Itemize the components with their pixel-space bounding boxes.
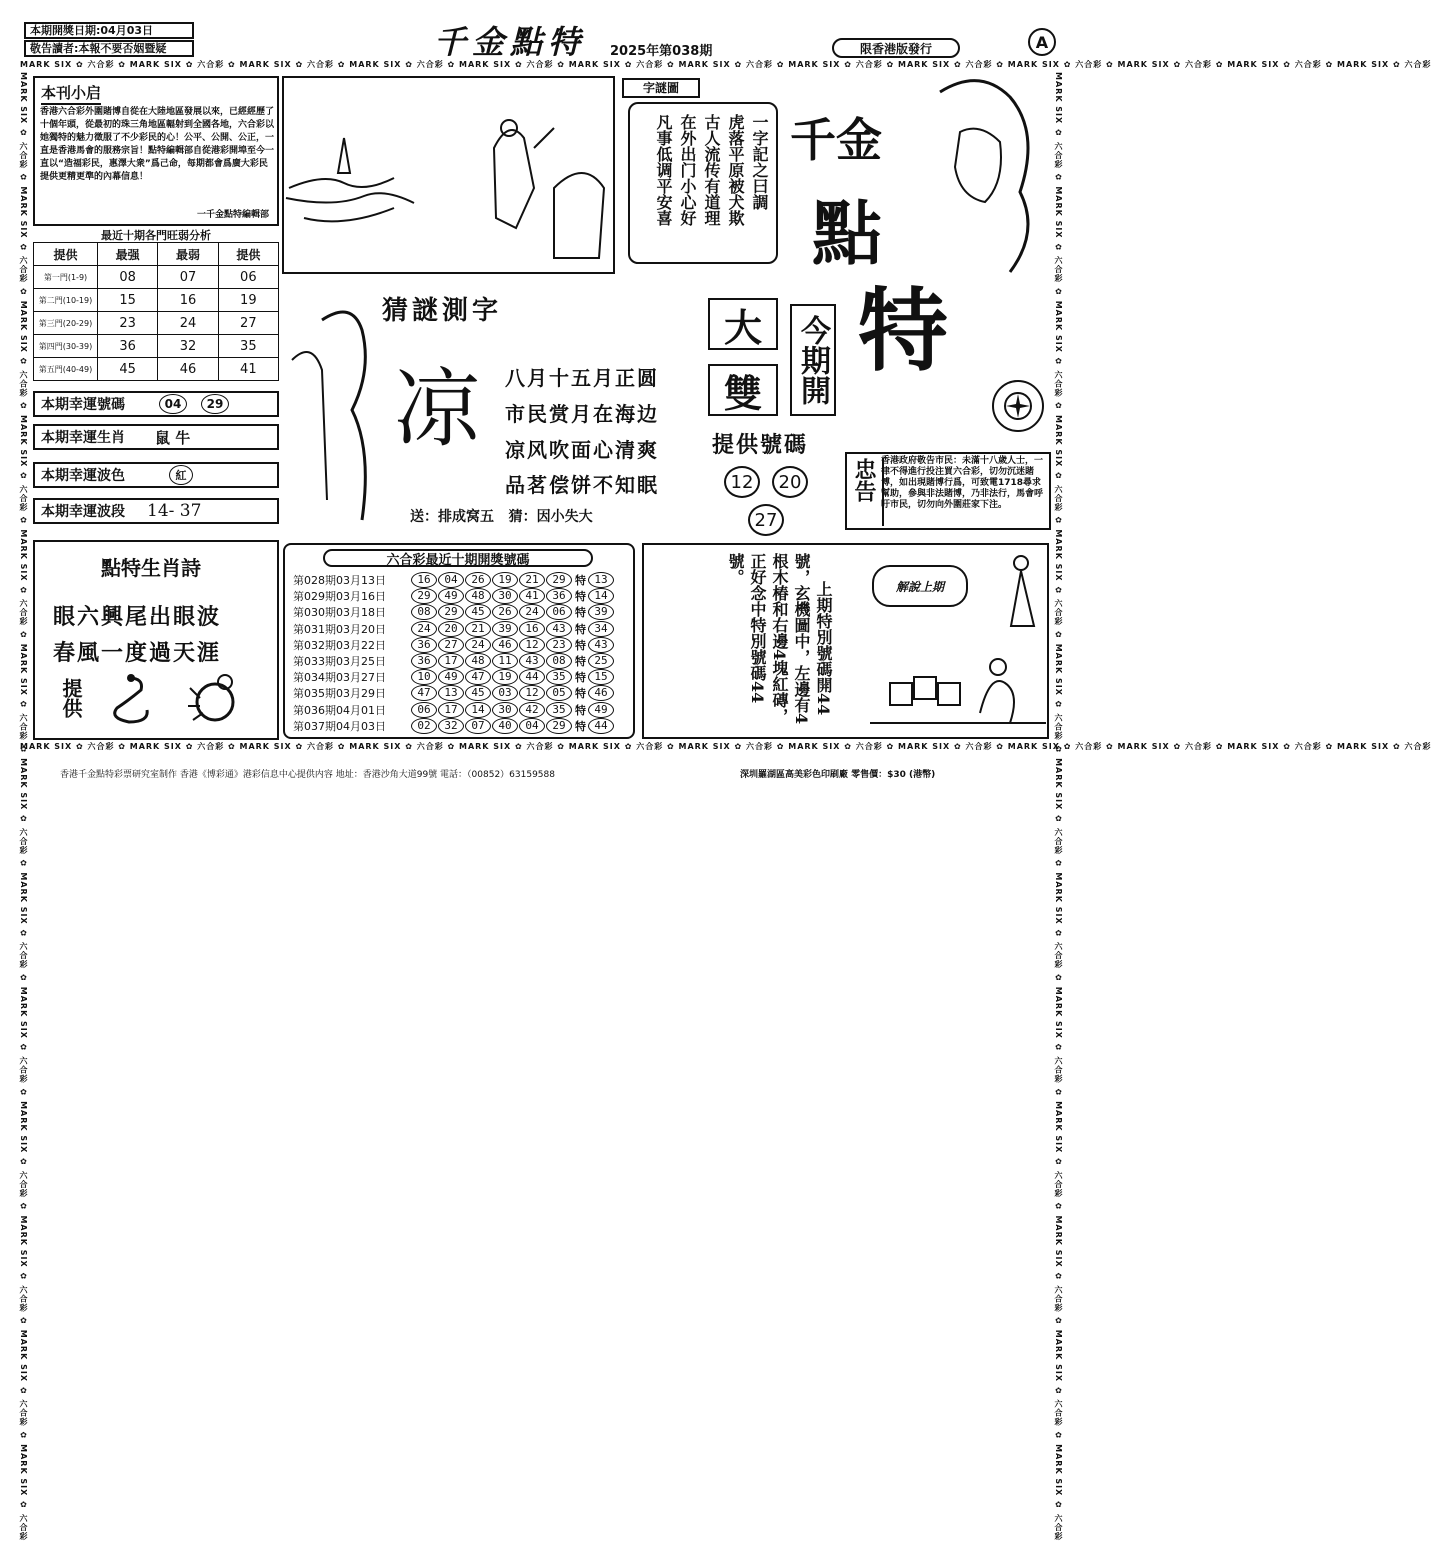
draw-ball: 29 <box>546 718 572 734</box>
stats-cell: 16 <box>158 289 218 312</box>
riddle-line-1: 一字記之曰調 <box>750 114 769 210</box>
draw-ball: 06 <box>546 604 572 620</box>
draw-row <box>293 718 615 734</box>
draw-ball: 08 <box>411 604 437 620</box>
draw-te-label: 特 <box>575 655 586 668</box>
stats-row <box>34 358 279 381</box>
stats-header-cell: 最强 <box>98 243 158 266</box>
draw-row <box>293 702 615 718</box>
woman-portrait-left <box>282 300 392 525</box>
lucky-zodiac-value: 鼠 牛 <box>155 428 191 447</box>
draw-special-ball: 15 <box>588 669 614 685</box>
zodiac-poem-provide: 提供 <box>59 678 83 718</box>
footer-right: 深圳羅湖區高美彩色印刷廠 零售價：$30 (港幣) <box>740 770 936 780</box>
draw-ball: 20 <box>438 621 464 637</box>
intro-body: 香港六合彩外圍賭博自從在大陸地區發展以來，已經經歷了十個年頭，從最初的珠三角地區輻射到全國各地，六合彩以她獨特的魅力徵服了不少彩民的心！公平、公開、公正，一直是香港馬會的服務宗旨！點特編輯部自從港彩開埠至今一直以“造福彩民，惠澤大衆”爲己命，每期都會爲廣大彩民提供更精更準的內幕信息！ <box>40 107 275 182</box>
riddle-line-5: 凡事低调平安喜 <box>654 114 673 226</box>
draw-ball: 24 <box>411 621 437 637</box>
draw-ball: 43 <box>519 653 545 669</box>
guess-poem-line-1: 八月十五月正圆 <box>505 366 659 390</box>
header-notice-2: 敬告讀者:本報不要否姻暨疑 <box>24 40 194 57</box>
draw-te-label: 特 <box>575 671 586 685</box>
draw-te-label: 特 <box>575 606 586 620</box>
draw-ball: 36 <box>411 653 437 669</box>
draw-row <box>293 572 615 588</box>
last-issue-col-5: 號。 <box>726 553 745 585</box>
draw-ball: 36 <box>411 637 437 653</box>
zodiac-poem-line-1: 眼六興尾出眼波 <box>53 604 222 630</box>
draw-ball: 32 <box>438 718 464 734</box>
stats-cell: 07 <box>158 266 218 289</box>
stats-cell: 45 <box>98 358 158 381</box>
draw-ball: 10 <box>411 669 437 685</box>
provide-number-3: 27 <box>748 504 784 536</box>
draw-row <box>293 653 615 669</box>
stats-cell: 06 <box>218 266 278 289</box>
stats-cell: 41 <box>218 358 278 381</box>
zodiac-poem-box <box>33 540 279 740</box>
hk-emblem <box>990 378 1046 434</box>
brand-qian-jin: 千金 <box>790 113 882 167</box>
provide-number-label: 提供號碼 <box>712 433 809 458</box>
draw-row <box>293 588 615 604</box>
draw-special-ball: 49 <box>588 702 614 718</box>
draw-ball: 04 <box>519 718 545 734</box>
draw-ball: 40 <box>492 718 518 734</box>
stats-header-cell: 提供 <box>218 243 278 266</box>
zodiac-poem-title: 點特生肖詩 <box>101 556 201 580</box>
border-strip-top: MARK SIX ✿ 六合彩 ✿ MARK SIX ✿ 六合彩 ✿ MARK SIX ✿ 六合彩 ✿ MARK SIX ✿ 六合彩 ✿ MARK SIX ✿ 六合彩 ✿ MARK SIX ✿ 六合彩 ✿ MARK SIX ✿ 六合彩 ✿ MARK SIX ✿ 六合彩 ✿ MARK SIX ✿ 六合彩 ✿ MARK SIX ✿ 六合彩 ✿ MARK SIX ✿ 六合彩 ✿ MARK SIX ✿ 六合彩 ✿ MARK SIX ✿ 六合彩 <box>20 60 1431 69</box>
draw-ball: 48 <box>465 653 491 669</box>
last-issue-col-1: 上期特別號碼開44 <box>814 581 833 716</box>
draw-te-label: 特 <box>575 687 586 701</box>
draw-ball: 30 <box>492 588 518 604</box>
draw-row <box>293 685 615 701</box>
intro-box <box>33 76 279 226</box>
draw-ball: 21 <box>465 621 491 637</box>
draw-ball: 46 <box>492 637 518 653</box>
last-issue-col-4: 正好念中特別號碼44 <box>748 553 767 704</box>
stats-row <box>34 266 279 289</box>
draw-ball: 36 <box>546 588 572 604</box>
draw-ball: 16 <box>411 572 437 588</box>
warning-text: 香港政府敬告市民：未滿十八歲人士，一律不得進行投注買六合彩，切勿沉迷賭博，如出現賭博行爲，可致電1718尋求幫助，參與非法賭博，乃非法行，馬會呼吁市民，切勿向外圍莊家下注。 <box>881 456 1044 510</box>
stats-cell: 46 <box>158 358 218 381</box>
intro-title: 本刊小启 <box>41 82 101 105</box>
lucky-range-value: 14- 37 <box>147 501 202 521</box>
last-issue-col-3: 根木椿和右邊4塊紅磚， <box>770 553 789 725</box>
lucky-number-box <box>33 391 279 417</box>
draw-te-label: 特 <box>575 703 586 717</box>
guess-poem-line-2: 市民赏月在海边 <box>505 402 659 426</box>
shuang-box: 雙 <box>708 364 778 416</box>
border-strip-right: MARK SIX ✿ 六合彩 ✿ MARK SIX ✿ 六合彩 ✿ MARK SIX ✿ 六合彩 ✿ MARK SIX ✿ 六合彩 ✿ MARK SIX ✿ 六合彩 ✿ MARK SIX ✿ 六合彩 ✿ MARK SIX ✿ 六合彩 ✿ MARK SIX ✿ 六合彩 ✿ MARK SIX ✿ 六合彩 ✿ MARK SIX ✿ 六合彩 ✿ MARK SIX ✿ 六合彩 ✿ MARK SIX ✿ 六合彩 ✿ MARK SIX ✿ 六合彩 <box>1054 72 1063 1541</box>
draw-ball: 19 <box>492 669 518 685</box>
da-box: 大 <box>708 298 778 350</box>
draw-ball: 29 <box>411 588 437 604</box>
stats-cell: 19 <box>218 289 278 312</box>
draw-ball: 47 <box>465 669 491 685</box>
draws-title: 六合彩最近十期開獎號碼 <box>323 549 593 567</box>
draw-special-ball: 46 <box>588 685 614 701</box>
last-issue-col-2: 號，玄機圖中，左邊有4 <box>792 553 811 725</box>
draw-ball: 02 <box>411 718 437 734</box>
draw-special-ball: 44 <box>588 718 614 734</box>
draw-period: 第030期03月18日 <box>293 606 386 620</box>
scholar-figure <box>996 551 1046 631</box>
stats-caption: 最近十期各門旺弱分析 <box>101 229 211 242</box>
riddle-line-4: 在外出门小心好 <box>678 114 697 226</box>
scene-illustration <box>870 613 1046 737</box>
lucky-color-label: 本期幸運波色 <box>41 468 125 484</box>
header-notice-1: 本期開獎日期:04月03日 <box>24 22 194 39</box>
draw-ball: 29 <box>438 604 464 620</box>
draw-ball: 07 <box>465 718 491 734</box>
lucky-number-label: 本期幸運號碼 <box>41 397 125 413</box>
lucky-color-value: 紅 <box>169 465 193 485</box>
guess-poem-line-3: 凉风吹面心清爽 <box>505 438 659 462</box>
draw-ball: 30 <box>492 702 518 718</box>
riddle-line-3: 古人流传有道理 <box>702 114 721 226</box>
issue-number: 2025年第038期 <box>610 44 713 59</box>
draw-ball: 16 <box>519 621 545 637</box>
stats-cell: 35 <box>218 335 278 358</box>
draw-ball: 43 <box>546 621 572 637</box>
stats-header-row <box>34 243 279 266</box>
draw-period: 第029期03月16日 <box>293 590 386 604</box>
illustration-box <box>282 76 615 274</box>
stats-header-cell: 最弱 <box>158 243 218 266</box>
draw-period: 第028期03月13日 <box>293 574 386 587</box>
draw-ball: 45 <box>465 685 491 701</box>
riddle-tag: 字謎圖 <box>622 78 700 98</box>
zodiac-poem-line-2: 春風一度過天涯 <box>53 640 222 666</box>
footer-left: 香港千金點特彩票研究室制作 香港《博彩通》港彩信息中心提供内容 地址：香港沙角大道99號 電話：（00852）63159588 <box>60 770 555 780</box>
draw-te-label: 特 <box>575 574 586 587</box>
draw-special-ball: 25 <box>588 653 614 669</box>
last-issue-scroll: 解說上期 <box>872 565 968 607</box>
woman-portrait-top <box>900 72 1050 292</box>
draw-ball: 29 <box>546 572 572 588</box>
draw-ball: 05 <box>546 685 572 701</box>
intro-signature: 一千金點特編輯部 <box>196 210 269 220</box>
draw-ball: 39 <box>492 621 518 637</box>
edition-mark: A <box>1028 28 1056 56</box>
lucky-number-2: 29 <box>201 394 229 414</box>
stats-row-label: 第五門(40-49) <box>34 358 98 381</box>
draw-ball: 04 <box>438 572 464 588</box>
stats-cell: 24 <box>158 312 218 335</box>
draw-ball: 17 <box>438 702 464 718</box>
draw-ball: 41 <box>519 588 545 604</box>
draw-ball: 48 <box>465 588 491 604</box>
draw-special-ball: 13 <box>588 572 614 588</box>
draw-ball: 35 <box>546 669 572 685</box>
draw-ball: 44 <box>519 669 545 685</box>
draw-special-ball: 43 <box>588 637 614 653</box>
stats-cell: 36 <box>98 335 158 358</box>
draw-ball: 03 <box>492 685 518 701</box>
draw-ball: 26 <box>492 604 518 620</box>
stats-row <box>34 289 279 312</box>
stats-row-label: 第四門(30-39) <box>34 335 98 358</box>
stats-row-label: 第二門(10-19) <box>34 289 98 312</box>
stats-cell: 23 <box>98 312 158 335</box>
draw-te-label: 特 <box>575 622 586 636</box>
guess-header: 猜謎測字 <box>382 296 503 326</box>
warning-box <box>845 452 1051 530</box>
stats-table <box>33 242 279 381</box>
snake-icon <box>99 670 159 730</box>
stats-cell: 27 <box>218 312 278 335</box>
draw-ball: 23 <box>546 637 572 653</box>
draw-ball: 49 <box>438 669 464 685</box>
draw-ball: 24 <box>519 604 545 620</box>
stats-row-label: 第三門(20-29) <box>34 312 98 335</box>
draw-ball: 27 <box>438 637 464 653</box>
draw-row <box>293 669 615 685</box>
draw-ball: 26 <box>465 572 491 588</box>
riddle-scroll <box>628 102 778 264</box>
masthead-title: 千金點特 <box>433 23 586 61</box>
draw-row <box>293 604 615 620</box>
guess-hint: 送：排成窝五 猜：因小失大 <box>410 509 593 525</box>
draw-ball: 24 <box>465 637 491 653</box>
draw-period: 第037期04月03日 <box>293 719 386 733</box>
draw-ball: 06 <box>411 702 437 718</box>
draw-ball: 12 <box>519 685 545 701</box>
draw-special-ball: 34 <box>588 621 614 637</box>
stats-row-label: 第一門(1-9) <box>34 266 98 289</box>
draw-ball: 35 <box>546 702 572 718</box>
last-issue-box <box>642 543 1049 739</box>
draw-period: 第034期03月27日 <box>293 671 386 685</box>
stats-cell: 08 <box>98 266 158 289</box>
draw-ball: 14 <box>465 702 491 718</box>
border-strip-bottom: MARK SIX ✿ 六合彩 ✿ MARK SIX ✿ 六合彩 ✿ MARK SIX ✿ 六合彩 ✿ MARK SIX ✿ 六合彩 ✿ MARK SIX ✿ 六合彩 ✿ MARK SIX ✿ 六合彩 ✿ MARK SIX ✿ 六合彩 ✿ MARK SIX ✿ 六合彩 ✿ MARK SIX ✿ 六合彩 ✿ MARK SIX ✿ 六合彩 ✿ MARK SIX ✿ 六合彩 ✿ MARK SIX ✿ 六合彩 ✿ MARK SIX ✿ 六合彩 <box>20 742 1431 751</box>
lucky-zodiac-box <box>33 424 279 450</box>
provide-number-1: 12 <box>724 466 760 498</box>
draw-ball: 13 <box>438 685 464 701</box>
rooster-icon <box>185 668 247 730</box>
warning-title: 忠告 <box>849 458 884 526</box>
lucky-number-1: 04 <box>159 394 187 414</box>
draw-period: 第032期03月22日 <box>293 638 386 652</box>
draw-special-ball: 39 <box>588 604 614 620</box>
draw-ball: 45 <box>465 604 491 620</box>
lucky-range-box <box>33 498 279 524</box>
border-strip-left: MARK SIX ✿ 六合彩 ✿ MARK SIX ✿ 六合彩 ✿ MARK SIX ✿ 六合彩 ✿ MARK SIX ✿ 六合彩 ✿ MARK SIX ✿ 六合彩 ✿ MARK SIX ✿ 六合彩 ✿ MARK SIX ✿ 六合彩 ✿ MARK SIX ✿ 六合彩 ✿ MARK SIX ✿ 六合彩 ✿ MARK SIX ✿ 六合彩 ✿ MARK SIX ✿ 六合彩 ✿ MARK SIX ✿ 六合彩 ✿ MARK SIX ✿ 六合彩 <box>19 72 28 1541</box>
draw-special-ball: 14 <box>588 588 614 604</box>
provide-number-2: 20 <box>772 466 808 498</box>
brand-te: 特 <box>858 278 948 384</box>
draw-ball: 49 <box>438 588 464 604</box>
jin-qi-kai: 今期開 <box>790 304 836 416</box>
draw-te-label: 特 <box>575 719 586 733</box>
guess-poem-line-4: 品茗偿饼不知眠 <box>505 473 659 497</box>
guess-big-char: 凉 <box>394 359 480 459</box>
draw-ball: 08 <box>546 653 572 669</box>
draw-ball: 12 <box>519 637 545 653</box>
draw-ball: 11 <box>492 653 518 669</box>
draw-period: 第036期04月01日 <box>293 703 386 717</box>
draw-ball: 47 <box>411 685 437 701</box>
draw-row <box>293 621 615 637</box>
stats-row <box>34 335 279 358</box>
stats-header-cell: 提供 <box>34 243 98 266</box>
lucky-zodiac-label: 本期幸運生肖 <box>41 430 125 446</box>
draw-ball: 19 <box>492 572 518 588</box>
draw-row <box>293 637 615 653</box>
stats-cell: 15 <box>98 289 158 312</box>
brand-dian: 點 <box>812 192 882 275</box>
draw-ball: 42 <box>519 702 545 718</box>
draw-period: 第035期03月29日 <box>293 687 386 701</box>
riddle-line-2: 虎落平原被犬欺 <box>726 114 745 226</box>
lucky-color-box <box>33 462 279 488</box>
draw-ball: 17 <box>438 653 464 669</box>
draw-te-label: 特 <box>575 638 586 652</box>
draw-ball: 21 <box>519 572 545 588</box>
stats-row <box>34 312 279 335</box>
distribution-badge: 限香港版發行 <box>832 38 960 58</box>
stats-cell: 32 <box>158 335 218 358</box>
draw-te-label: 特 <box>575 590 586 604</box>
lucky-range-label: 本期幸運波段 <box>41 504 125 520</box>
draw-period: 第033期03月25日 <box>293 655 386 668</box>
draw-period: 第031期03月20日 <box>293 622 386 636</box>
landscape-illustration <box>284 78 613 272</box>
